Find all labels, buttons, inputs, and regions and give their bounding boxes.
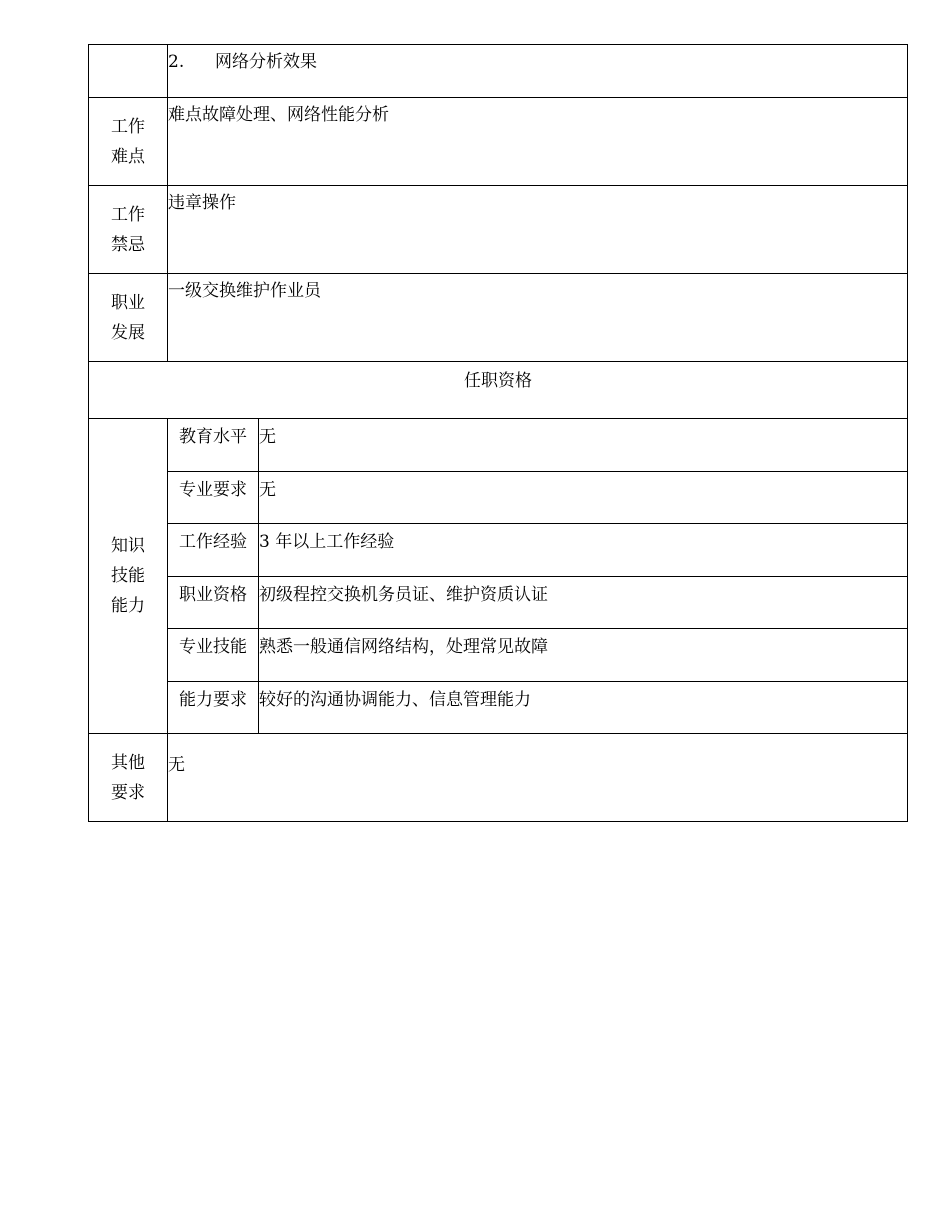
knowledge-label-cell [89,419,168,734]
sub-value: 无 [259,419,908,472]
sub-label: 能力要求 [168,682,259,734]
table-row [89,629,908,682]
other-value: 无 [168,734,908,822]
top-item-cell [168,45,908,98]
table-row [89,682,908,734]
top-item-number: 2. [168,52,185,72]
sub-label: 职业资格 [168,577,259,629]
table-row [89,98,908,186]
knowledge-label: 知识技能能力 [111,536,145,616]
sub-label: 工作经验 [168,524,259,577]
sub-value: 熟悉一般通信网络结构，处理常见故障 [259,629,908,682]
table-row [89,472,908,524]
difficulty-label-cell [89,98,168,186]
table-row [89,577,908,629]
taboo-value: 违章操作 [168,186,908,274]
table-row [89,419,908,472]
sub-label: 专业要求 [168,472,259,524]
table-row [89,186,908,274]
other-label: 其他要求 [111,752,145,803]
sub-value: 无 [259,472,908,524]
sub-value: 3 年以上工作经验 [259,524,908,577]
top-item-text: 网络分析效果 [215,52,317,72]
sub-label: 专业技能 [168,629,259,682]
table-row [89,362,908,419]
taboo-label: 工作禁忌 [111,204,145,255]
table-row [89,734,908,822]
difficulty-value: 难点故障处理、网络性能分析 [168,98,908,186]
taboo-label-cell [89,186,168,274]
table-row [89,524,908,577]
table-row [89,274,908,362]
empty-label-cell [89,45,168,98]
career-label: 职业发展 [111,292,145,343]
sub-value: 较好的沟通协调能力、信息管理能力 [259,682,908,734]
table-row [89,45,908,98]
sub-label: 教育水平 [168,419,259,472]
job-description-table [88,44,908,822]
sub-value: 初级程控交换机务员证、维护资质认证 [259,577,908,629]
other-label-cell [89,734,168,822]
section-title: 任职资格 [89,362,908,419]
career-label-cell [89,274,168,362]
difficulty-label: 工作难点 [111,116,145,167]
career-value: 一级交换维护作业员 [168,274,908,362]
